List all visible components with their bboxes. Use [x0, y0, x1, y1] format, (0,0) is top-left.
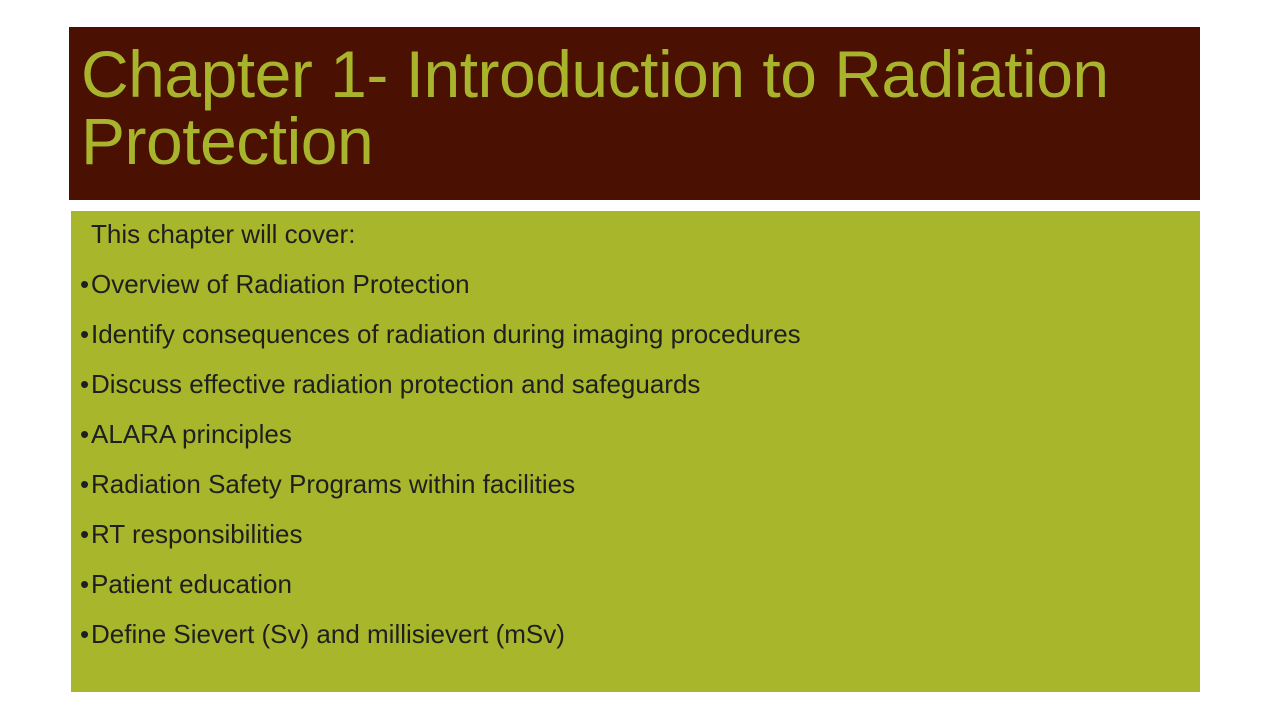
bullet-text: Identify consequences of radiation during imaging procedures	[91, 319, 801, 349]
bullet-item	[80, 269, 1200, 299]
bullet-text: ALARA principles	[91, 419, 292, 449]
bullet-item	[80, 469, 1200, 499]
bullet-icon: •	[80, 619, 90, 649]
bullet-text: Radiation Safety Programs within facilities	[91, 469, 576, 499]
bullet-item	[80, 419, 1200, 449]
bullet-text: Patient education	[91, 569, 292, 599]
bullet-text: Define Sievert (Sv) and millisievert (mSv)	[91, 619, 565, 649]
bullet-item	[80, 519, 1200, 549]
bullet-icon: •	[80, 419, 90, 449]
bullet-icon: •	[80, 569, 90, 599]
bullet-item	[80, 569, 1200, 599]
bullet-text: Discuss effective radiation protection and safeguards	[91, 369, 701, 399]
bullet-icon: •	[80, 269, 90, 299]
bullet-item	[80, 619, 1200, 649]
bullet-item	[80, 369, 1200, 399]
bullet-item	[80, 319, 1200, 349]
title-band	[69, 27, 1200, 200]
slide-title: Chapter 1- Introduction to Radiation Protection	[81, 37, 1109, 178]
bullet-text: RT responsibilities	[91, 519, 303, 549]
bullet-icon: •	[80, 519, 90, 549]
intro-text: This chapter will cover:	[91, 219, 356, 249]
content-box	[71, 211, 1200, 692]
bullet-icon: •	[80, 369, 90, 399]
bullet-list	[80, 269, 1200, 649]
bullet-text: Overview of Radiation Protection	[91, 269, 470, 299]
bullet-icon: •	[80, 319, 90, 349]
bullet-icon: •	[80, 469, 90, 499]
